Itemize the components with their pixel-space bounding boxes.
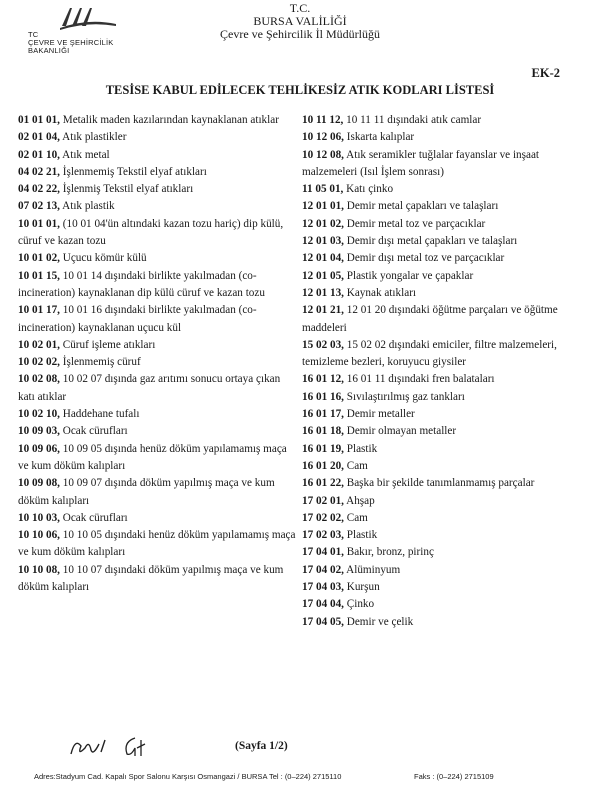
waste-description: İşlenmiş Tekstil elyaf atıkları (59, 183, 194, 196)
waste-code: 15 02 03, (302, 338, 344, 351)
waste-code-entry (302, 544, 592, 561)
waste-description: 10 11 11 dışındaki atık camlar (343, 114, 482, 126)
waste-code: 17 02 03, (302, 529, 344, 542)
waste-code-entry (18, 268, 298, 303)
waste-description: Ocak cürufları (59, 511, 128, 524)
waste-code: 10 01 17, (18, 304, 60, 317)
waste-code-entry (302, 614, 592, 631)
waste-code-entry (302, 268, 592, 285)
waste-code: 11 05 01, (302, 183, 344, 196)
waste-code-entry (302, 406, 592, 423)
waste-description: Cam (343, 511, 368, 524)
waste-code: 10 01 02, (18, 252, 60, 265)
waste-description: Demir ve çelik (343, 615, 414, 628)
waste-code-entry (302, 562, 592, 579)
waste-description: Ahşap (343, 494, 375, 507)
waste-code: 17 04 01, (302, 546, 344, 559)
waste-code-entry (18, 302, 298, 337)
waste-description: 10 01 14 dışındaki birlikte yakılmadan (co-incineration) kaynaklanan dip külü cüruf ve kazan tozu (18, 269, 265, 299)
waste-code-entry (302, 216, 592, 233)
waste-code-entry (302, 371, 592, 388)
waste-code-entry (18, 181, 298, 198)
waste-description: Sıvılaştırılmış gaz tankları (343, 390, 465, 403)
waste-code-entry (18, 147, 298, 164)
waste-code-entry (302, 596, 592, 613)
waste-code-entry (302, 493, 592, 510)
waste-description: Kurşun (343, 581, 380, 594)
waste-description: 12 01 20 dışındaki öğütme parçaları ve öğütme maddeleri (302, 304, 558, 334)
waste-description: Atık metal (59, 148, 110, 161)
waste-code-entry (18, 475, 298, 510)
waste-code-entry (302, 198, 592, 215)
header-line-1: T.C. (289, 1, 311, 15)
waste-code: 12 01 21, (302, 304, 344, 317)
waste-description: 16 01 11 dışındaki fren balataları (343, 373, 495, 386)
waste-code-entry (302, 233, 592, 250)
waste-code: 10 02 08, (18, 373, 60, 386)
waste-code-entry (302, 510, 592, 527)
waste-code-entry (302, 181, 592, 198)
waste-code-entry (18, 441, 298, 476)
waste-code: 10 01 01, (18, 217, 60, 230)
waste-description: Atık plastikler (59, 131, 127, 144)
document-header (180, 2, 420, 41)
waste-code: 04 02 22, (18, 183, 60, 196)
waste-code: 10 02 02, (18, 356, 60, 369)
waste-code: 10 10 03, (18, 511, 60, 524)
waste-code: 12 01 04, (302, 252, 344, 265)
waste-code-entry (18, 337, 298, 354)
waste-code: 12 01 05, (302, 269, 344, 282)
waste-description: Metalik maden kazılarından kaynaklanan atıklar (59, 114, 279, 126)
waste-code-entry (18, 164, 298, 181)
waste-code: 10 12 06, (302, 131, 344, 144)
waste-code: 17 04 03, (302, 581, 344, 594)
waste-description: Demir dışı metal toz ve parçacıklar (343, 252, 505, 265)
header-line-3: Çevre ve Şehircilik İl Müdürlüğü (220, 27, 380, 41)
waste-code: 16 01 19, (302, 442, 344, 455)
waste-description: Demir metal toz ve parçacıklar (343, 217, 486, 230)
waste-description: Plastik yongalar ve çapaklar (343, 269, 474, 282)
waste-description: Çinko (343, 598, 375, 611)
waste-code: 10 01 15, (18, 269, 60, 282)
page-number: (Sayfa 1/2) (235, 740, 288, 752)
waste-description: 10 09 05 dışında henüz döküm yapılamamış maça ve kum döküm kalıpları (18, 442, 287, 472)
waste-description: Plastik (343, 529, 378, 542)
waste-description: Demir dışı metal çapakları ve talaşları (343, 235, 518, 248)
waste-description: 15 02 02 dışındaki emiciler, filtre malzemeleri, temizleme bezleri, koruyucu giysiler (302, 338, 557, 369)
waste-code: 07 02 13, (18, 200, 60, 213)
waste-code: 17 02 01, (302, 494, 344, 507)
signature-initials (65, 734, 155, 760)
waste-code-entry (302, 147, 592, 182)
waste-code: 10 11 12, (302, 114, 344, 126)
waste-code-entry (302, 250, 592, 267)
waste-code: 04 02 21, (18, 165, 60, 178)
waste-code-entry (18, 250, 298, 267)
waste-description: Ocak cürufları (59, 425, 128, 438)
waste-description: 10 10 07 dışındaki döküm yapılmış maça ve kum döküm kalıpları (18, 563, 284, 594)
waste-description: Cüruf işleme atıkları (59, 338, 156, 351)
waste-code-entry (302, 337, 592, 372)
waste-description: İşlenmemiş Tekstil elyaf atıkları (59, 165, 207, 178)
right-code-column (302, 112, 592, 631)
waste-code: 16 01 16, (302, 390, 344, 403)
waste-code: 10 02 10, (18, 408, 60, 421)
waste-code-entry (302, 579, 592, 596)
waste-code: 16 01 12, (302, 373, 344, 386)
waste-description: Kaynak atıkları (343, 286, 417, 299)
waste-code-entry (18, 371, 298, 406)
waste-code-entry (302, 112, 592, 129)
waste-description: Cam (343, 459, 368, 472)
waste-description: Iskarta kalıplar (343, 131, 415, 144)
waste-code: 12 01 02, (302, 217, 344, 230)
waste-code: 10 10 08, (18, 563, 60, 576)
waste-code: 10 10 06, (18, 529, 60, 542)
waste-code-entry (302, 441, 592, 458)
waste-code: 16 01 20, (302, 459, 344, 472)
footer-fax: Faks : (0–224) 2715109 (414, 772, 494, 781)
waste-description: 10 02 07 dışında gaz arıtımı sonucu ortaya çıkan katı atıklar (18, 373, 281, 403)
header-line-2: BURSA VALİLİĞİ (253, 14, 347, 28)
waste-code: 10 09 03, (18, 425, 60, 438)
ministry-emblem-icon (58, 4, 118, 32)
annex-label: EK-2 (531, 66, 560, 80)
waste-description: Demir olmayan metaller (343, 425, 457, 438)
waste-code: 17 04 05, (302, 615, 344, 628)
waste-description: Katı çinko (343, 183, 394, 196)
waste-description: Atık plastik (59, 200, 115, 213)
waste-code-entry (302, 302, 592, 337)
waste-code: 17 04 02, (302, 563, 344, 576)
waste-code: 10 02 01, (18, 338, 60, 351)
waste-description: Demir metaller (343, 408, 415, 421)
waste-code: 10 12 08, (302, 148, 344, 161)
waste-code-entry (302, 129, 592, 146)
waste-code-entry (18, 562, 298, 597)
waste-description: Alüminyum (343, 563, 401, 576)
waste-code-entry (18, 129, 298, 146)
footer-address-text: Adres:Stadyum Cad. Kapalı Spor Salonu Karşısı Osmangazi / BURSA Tel : (0–224) 2715110 (34, 772, 342, 781)
waste-code: 12 01 03, (302, 235, 344, 248)
waste-description: İşlenmemiş cüruf (59, 356, 141, 369)
waste-code-entry (18, 510, 298, 527)
waste-code: 16 01 22, (302, 477, 344, 490)
waste-code: 17 04 04, (302, 598, 344, 611)
waste-code-entry (18, 423, 298, 440)
waste-code-entry (302, 389, 592, 406)
waste-description: Plastik (343, 442, 378, 455)
ministry-logo (28, 4, 138, 60)
document-title: TESİSE KABUL EDİLECEK TEHLİKESİZ ATIK KODLARI LİSTESİ (105, 83, 495, 97)
waste-code: 12 01 01, (302, 200, 344, 213)
ministry-name: TC ÇEVRE VE ŞEHİRCİLİK BAKANLIĞI (28, 30, 114, 55)
waste-code: 10 09 08, (18, 477, 60, 490)
left-code-column (18, 112, 298, 596)
waste-description: (10 01 04'ün altındaki kazan tozu hariç) dip külü, cüruf ve kazan tozu (18, 217, 284, 248)
waste-description: 10 10 05 dışındaki henüz döküm yapılamamış maça ve kum döküm kalıpları (18, 529, 296, 559)
waste-code-entry (302, 423, 592, 440)
waste-code: 02 01 04, (18, 131, 60, 144)
waste-code-entry (18, 354, 298, 371)
waste-description: 10 09 07 dışında döküm yapılmış maça ve kum döküm kalıpları (18, 477, 275, 507)
waste-description: Başka bir şekilde tanımlanmamış parçalar (343, 477, 535, 490)
waste-description: Haddehane tufalı (59, 408, 140, 421)
waste-code-entry (18, 527, 298, 562)
waste-code: 02 01 10, (18, 148, 60, 161)
waste-code-entry (18, 216, 298, 251)
waste-code: 16 01 17, (302, 408, 344, 421)
waste-code-entry (18, 112, 298, 129)
waste-code: 12 01 13, (302, 286, 344, 299)
waste-code: 10 09 06, (18, 442, 60, 455)
waste-code-entry (302, 527, 592, 544)
waste-description: Demir metal çapakları ve talaşları (343, 200, 499, 213)
waste-code-entry (302, 458, 592, 475)
waste-code-entry (18, 406, 298, 423)
waste-code-entry (302, 475, 592, 492)
waste-code: 16 01 18, (302, 425, 344, 438)
waste-code-entry (302, 285, 592, 302)
waste-description: Bakır, bronz, pirinç (343, 546, 434, 559)
waste-description: 10 01 16 dışındaki birlikte yakılmadan (co-incineration) kaynaklanan uçucu kül (18, 304, 257, 334)
waste-description: Uçucu kömür külü (59, 252, 147, 265)
waste-code-entry (18, 198, 298, 215)
waste-code: 17 02 02, (302, 511, 344, 524)
waste-code: 01 01 01, (18, 114, 60, 126)
footer-address (34, 772, 494, 781)
waste-description: Atık seramikler tuğlalar fayanslar ve inşaat malzemeleri (Isıl İşlem sonrası) (302, 148, 540, 178)
